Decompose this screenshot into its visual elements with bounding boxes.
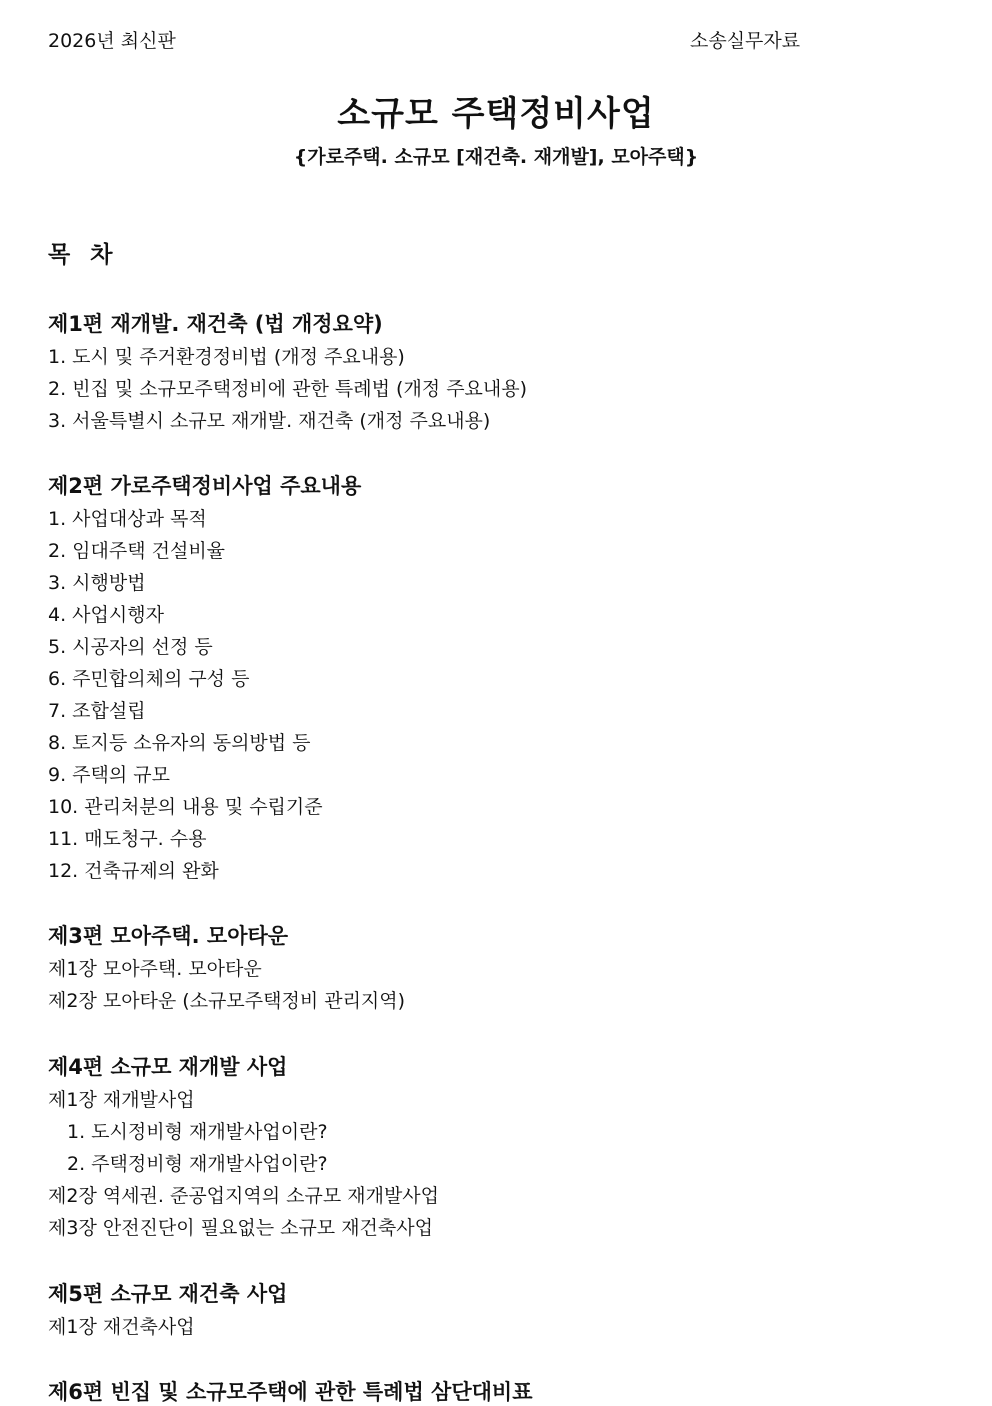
toc-item: 제1장 재건축사업 [48,1316,195,1338]
part-title: 제2편 가로주택정비사업 주요내용 [48,474,362,498]
toc-item: 3. 시행방법 [48,572,146,594]
edition-label: 2026년 최신판 [48,30,176,52]
toc-item: 제1장 재개발사업 [48,1089,195,1111]
toc-item: 제3장 안전진단이 필요없는 소규모 재건축사업 [48,1217,433,1239]
toc-item: 12. 건축규제의 완화 [48,860,219,882]
document-subtitle: {가로주택. 소규모 [재건축. 재개발], 모아주택} [293,146,699,168]
publisher-label: 소송실무자료 [690,30,801,52]
part-title: 제5편 소규모 재건축 사업 [48,1282,288,1306]
toc-item: 7. 조합설립 [48,700,146,722]
part-title: 제6편 빈집 및 소규모주택에 관한 특례법 삼단대비표 [48,1380,533,1404]
toc-item: 1. 도시정비형 재개발사업이란? [67,1121,328,1143]
toc-item: 5. 시공자의 선정 등 [48,636,213,658]
toc-item: 8. 토지등 소유자의 동의방법 등 [48,732,311,754]
toc-item: 2. 임대주택 건설비율 [48,540,226,562]
toc-item: 11. 매도청구. 수용 [48,828,207,850]
toc-item: 제2장 모아타운 (소규모주택정비 관리지역) [48,990,406,1012]
part-title: 제1편 재개발. 재건축 (법 개정요약) [48,312,383,336]
toc-item: 3. 서울특별시 소규모 재개발. 재건축 (개정 주요내용) [48,410,491,432]
part-title: 제3편 모아주택. 모아타운 [48,924,289,948]
toc-item: 2. 빈집 및 소규모주택정비에 관한 특례법 (개정 주요내용) [48,378,528,400]
toc-item: 6. 주민합의체의 구성 등 [48,668,250,690]
toc-item: 제2장 역세권. 준공업지역의 소규모 재개발사업 [48,1185,440,1207]
part-title: 제4편 소규모 재개발 사업 [48,1055,288,1079]
document-title: 소규모 주택정비사업 [337,94,655,134]
toc-item: 1. 도시 및 주거환경정비법 (개정 주요내용) [48,346,405,368]
toc-item: 제1장 모아주택. 모아타운 [48,958,262,980]
toc-item: 2. 주택정비형 재개발사업이란? [67,1153,328,1175]
toc-item: 9. 주택의 규모 [48,764,170,786]
toc-heading: 목 차 [48,242,119,268]
toc-item: 10. 관리처분의 내용 및 수립기준 [48,796,323,818]
toc-item: 1. 사업대상과 목적 [48,508,207,530]
toc-item: 4. 사업시행자 [48,604,164,626]
